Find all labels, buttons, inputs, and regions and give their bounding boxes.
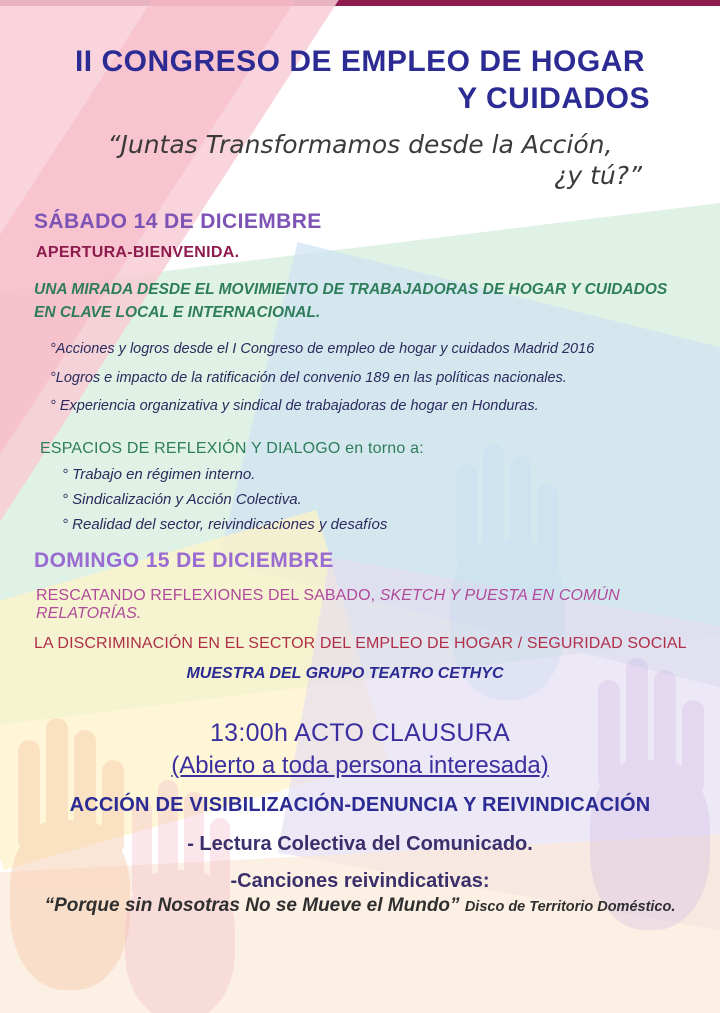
- page-title: [22, 44, 698, 117]
- closing-song: [22, 895, 698, 917]
- closing-accion: ACCIÓN DE VISIBILIZACIÓN-DENUNCIA Y REIVINDICACIÓN: [69, 793, 651, 816]
- poster-content: [0, 44, 720, 917]
- list-item: ° Sindicalización y Acción Colectiva.: [62, 490, 302, 508]
- list-item: °Logros e impacto de la ratificación del convenio 189 en las políticas nacionales.: [50, 369, 567, 386]
- day-1-espacios-list: [36, 466, 698, 533]
- closing-lectura: - Lectura Colectiva del Comunicado.: [187, 832, 533, 855]
- list-item: °Acciones y logros desde el I Congreso de empleo de hogar y cuidados Madrid 2016: [50, 341, 595, 358]
- list-item: ° Realidad del sector, reivindicaciones y desafíos: [62, 515, 388, 533]
- day-2-heading: DOMINGO 15 DE DICIEMBRE: [34, 548, 334, 572]
- closing-song-title: “Porque sin Nosotras No se Mueve el Mundo”: [44, 894, 460, 916]
- list-item: ° Experiencia organizativa y sindical de trabajadoras de hogar en Honduras.: [50, 398, 539, 415]
- day-2-rescatando-plain: RESCATANDO REFLEXIONES DEL SABADO,: [36, 586, 376, 604]
- day-1-heading: SÁBADO 14 DE DICIEMBRE: [34, 209, 322, 233]
- day-2-rescatando: [36, 587, 698, 623]
- closing-canciones: -Canciones reivindicativas:: [230, 869, 490, 892]
- subtitle-line-2: ¿y tú?”: [554, 161, 642, 191]
- subtitle-line-1: “Juntas Transformamos desde la Acción,: [107, 130, 613, 160]
- closing-clausura: 13:00h ACTO CLAUSURA: [209, 718, 511, 747]
- title-line-2: Y CUIDADOS: [457, 81, 650, 115]
- closing-abierto: (Abierto a toda persona interesada): [171, 751, 549, 779]
- day-1-espacios-title: ESPACIOS DE REFLEXIÓN Y DIALOGO en torno a:: [40, 439, 424, 457]
- closing-song-disco: Disco de Territorio Doméstico.: [464, 898, 676, 915]
- day-1-apertura: APERTURA-BIENVENIDA.: [36, 243, 240, 261]
- list-item: ° Trabajo en régimen interno.: [62, 465, 256, 483]
- day-2-muestra: MUESTRA DEL GRUPO TEATRO CETHYC: [186, 664, 504, 682]
- day-2-discriminacion: LA DISCRIMINACIÓN EN EL SECTOR DEL EMPLEO DE HOGAR / SEGURIDAD SOCIAL: [34, 634, 687, 652]
- title-line-1: II CONGRESO DE EMPLEO DE HOGAR: [74, 45, 646, 78]
- day-2-rescatando-italic: SKETCH Y PUESTA EN COMÚN RELATORÍAS.: [36, 586, 620, 622]
- poster-subtitle: [22, 129, 698, 192]
- day-1-bullets: [36, 338, 698, 417]
- day-1-mirada: UNA MIRADA DESDE EL MOVIMIENTO DE TRABAJADORAS DE HOGAR Y CUIDADOS EN CLAVE LOCAL E INTERNACIONAL.: [34, 280, 668, 321]
